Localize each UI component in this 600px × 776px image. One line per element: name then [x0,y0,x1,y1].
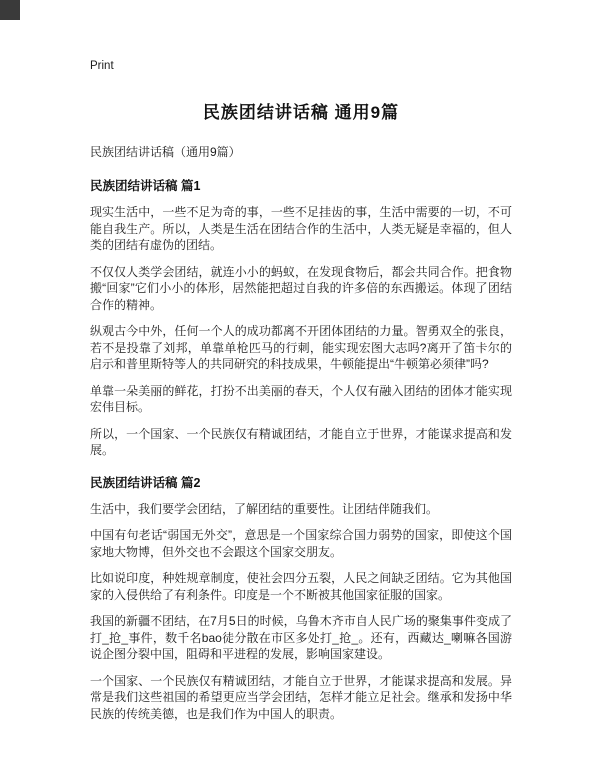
page-title: 民族团结讲话稿 通用9篇 [202,103,400,122]
paragraph: 比如说印度，种姓规章制度，使社会四分五裂，人民之间缺乏团结。它为其他国家的入侵供给了有利条件。印度是一个不断被其他国家征服的国家。 [90,571,512,602]
paragraph: 中国有句老话“弱国无外交”，意思是一个国家综合国力弱势的国家，即使这个国家地大物博，但外交也不会跟这个国家交朋友。 [90,528,512,559]
paragraph: 现实生活中，一些不足为奇的事，一些不足挂齿的事，生活中需要的一切，不可能自我生产。所以，人类是生活在团结合作的生活中，人类无疑是幸福的，但人类的团结有虚伪的团结。 [90,205,512,252]
paragraph: 生活中，我们要学会团结，了解团结的重要性。让团结伴随我们。 [90,501,439,516]
paragraph: 纵观古今中外，任何一个人的成功都离不开团体团结的力量。智勇双全的张良，若不是投靠了刘邦，单靠单枪匹马的行刺，能实现宏图大志吗?离开了笛卡尔的启示和普里斯特等人的共同研究的科技成果，牛顿能提出“牛顿第必须律”吗? [90,324,512,371]
section-heading-2: 民族团结讲话稿 篇2 [90,475,201,490]
paragraph: 所以，一个国家、一个民族仅有精诚团结，才能自立于世界，才能谋求提高和发展。 [90,426,512,457]
corner-square [0,0,20,20]
paragraph: 我国的新疆不团结，在7月5日的时候，乌鲁木齐市自人民广场的聚集事件变成了打_抢_事件，数千名bao徒分散在市区多处打_抢_。还有，西藏达_喇嘛各国游说企图分裂中国，阻碍和平进程的发展，影响国家建设。 [90,614,512,661]
paragraph: 不仅仅人类学会团结，就连小小的蚂蚁，在发现食物后，都会共同合作。把食物搬“回家”它们小小的体形，居然能把超过自我的许多倍的东西搬运。体现了团结合作的精神。 [90,264,512,312]
paragraph: 一个国家、一个民族仅有精诚团结，才能自立于世界，才能谋求提高和发展。异常是我们这些祖国的希望更应当学会团结，怎样才能立足社会。继承和发扬中华民族的传统美德，也是我们作为中国人的职责。 [90,673,512,721]
print-button[interactable]: Print [90,60,114,72]
section-heading-1: 民族团结讲话稿 篇1 [90,179,201,193]
page-subtitle: 民族团结讲话稿（通用9篇） [90,145,241,159]
paragraph: 单靠一朵美丽的鲜花，打扮不出美丽的春天，个人仅有融入团结的团体才能实现宏伟目标。 [90,383,512,414]
